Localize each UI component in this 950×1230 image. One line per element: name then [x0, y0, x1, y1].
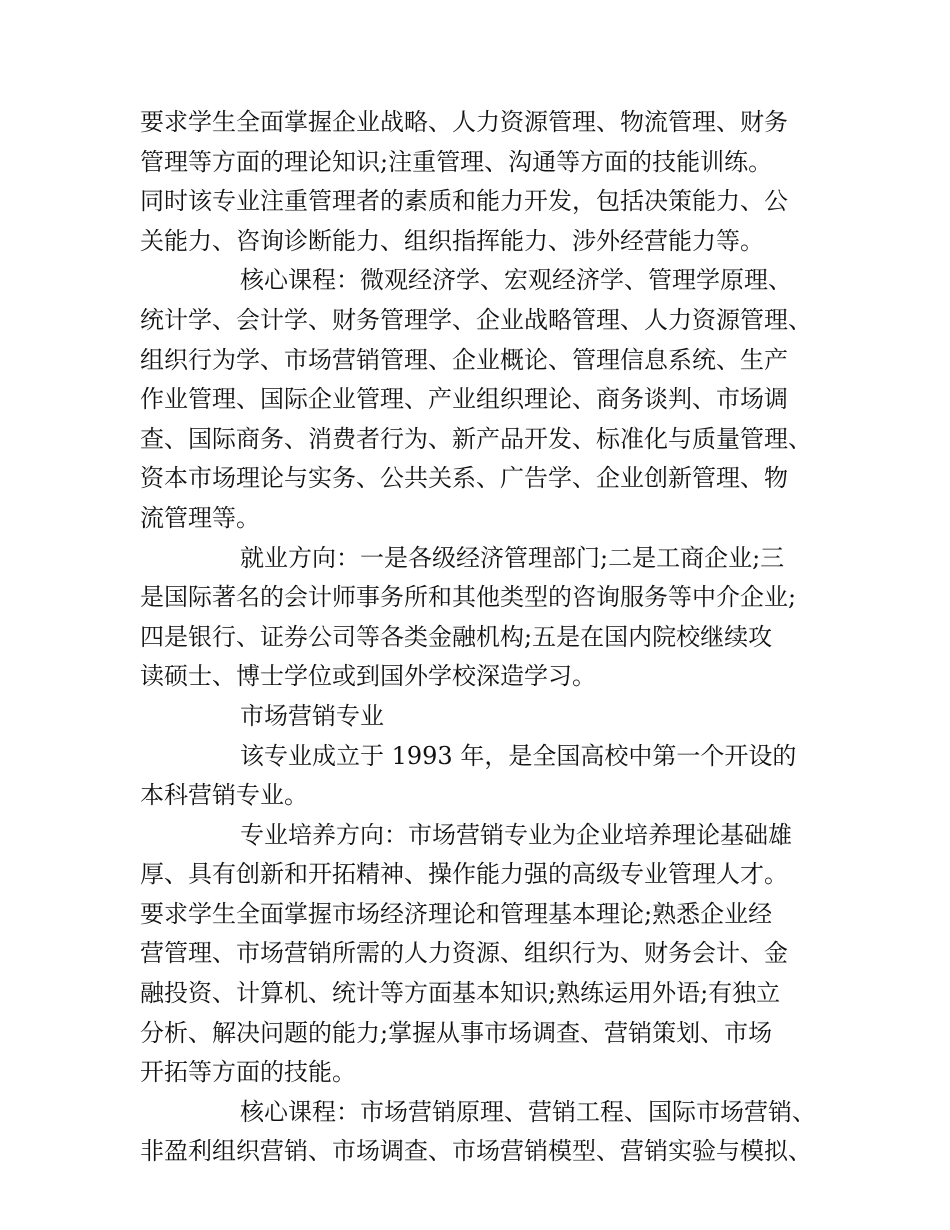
text-line: 融投资、计算机、统计等方面基本知识;熟练运用外语;有独立	[140, 979, 781, 1008]
text-line: 四是银行、证券公司等各类金融机构;五是在国内院校继续攻	[140, 622, 773, 651]
text-line: 该专业成立于 1993 年，是全国高校中第一个开设的	[240, 741, 797, 770]
text-line: 市场营销专业	[240, 701, 384, 730]
text-line: 营管理、市场营销所需的人力资源、组织行为、财务会计、金	[140, 939, 788, 968]
text-line: 要求学生全面掌握市场经济理论和管理基本理论;熟悉企业经	[140, 899, 773, 928]
text-line: 查、国际商务、消费者行为、新产品开发、标准化与质量管理、	[140, 424, 812, 453]
text-line: 核心课程：市场营销原理、营销工程、国际市场营销、	[240, 1097, 816, 1126]
text-line: 读硕士、博士学位或到国外学校深造学习。	[140, 662, 596, 691]
text-line: 厚、具有创新和开拓精神、操作能力强的高级专业管理人才。	[140, 860, 788, 889]
text-line: 管理等方面的理论知识;注重管理、沟通等方面的技能训练。	[140, 147, 773, 176]
text-line: 统计学、会计学、财务管理学、企业战略管理、人力资源管理、	[140, 305, 812, 334]
text-line: 作业管理、国际企业管理、产业组织理论、商务谈判、市场调	[140, 385, 788, 414]
text-line: 组织行为学、市场营销管理、企业概论、管理信息系统、生产	[140, 345, 788, 374]
text-line: 就业方向：一是各级经济管理部门;二是工商企业;三	[240, 543, 785, 572]
text-line: 开拓等方面的技能。	[140, 1058, 356, 1087]
text-line: 核心课程：微观经济学、宏观经济学、管理学原理、	[240, 266, 792, 295]
document-body-text	[140, 103, 840, 1172]
text-line: 分析、解决问题的能力;掌握从事市场调查、营销策划、市场	[140, 1018, 773, 1047]
text-line: 要求学生全面掌握企业战略、人力资源管理、物流管理、财务	[140, 108, 788, 136]
text-line: 同时该专业注重管理者的素质和能力开发，包括决策能力、公	[140, 187, 788, 216]
text-line: 专业培养方向：市场营销专业为企业培养理论基础雄	[240, 820, 792, 849]
text-line: 本科营销专业。	[140, 781, 308, 810]
text-line: 资本市场理论与实务、公共关系、广告学、企业创新管理、物	[140, 464, 788, 493]
text-line: 流管理等。	[140, 503, 260, 532]
text-line: 是国际著名的会计师事务所和其他类型的咨询服务等中介企业;	[140, 583, 797, 612]
text-line: 关能力、咨询诊断能力、组织指挥能力、涉外经营能力等。	[140, 226, 764, 255]
text-line: 非盈利组织营销、市场调查、市场营销模型、营销实验与模拟、	[140, 1137, 812, 1166]
